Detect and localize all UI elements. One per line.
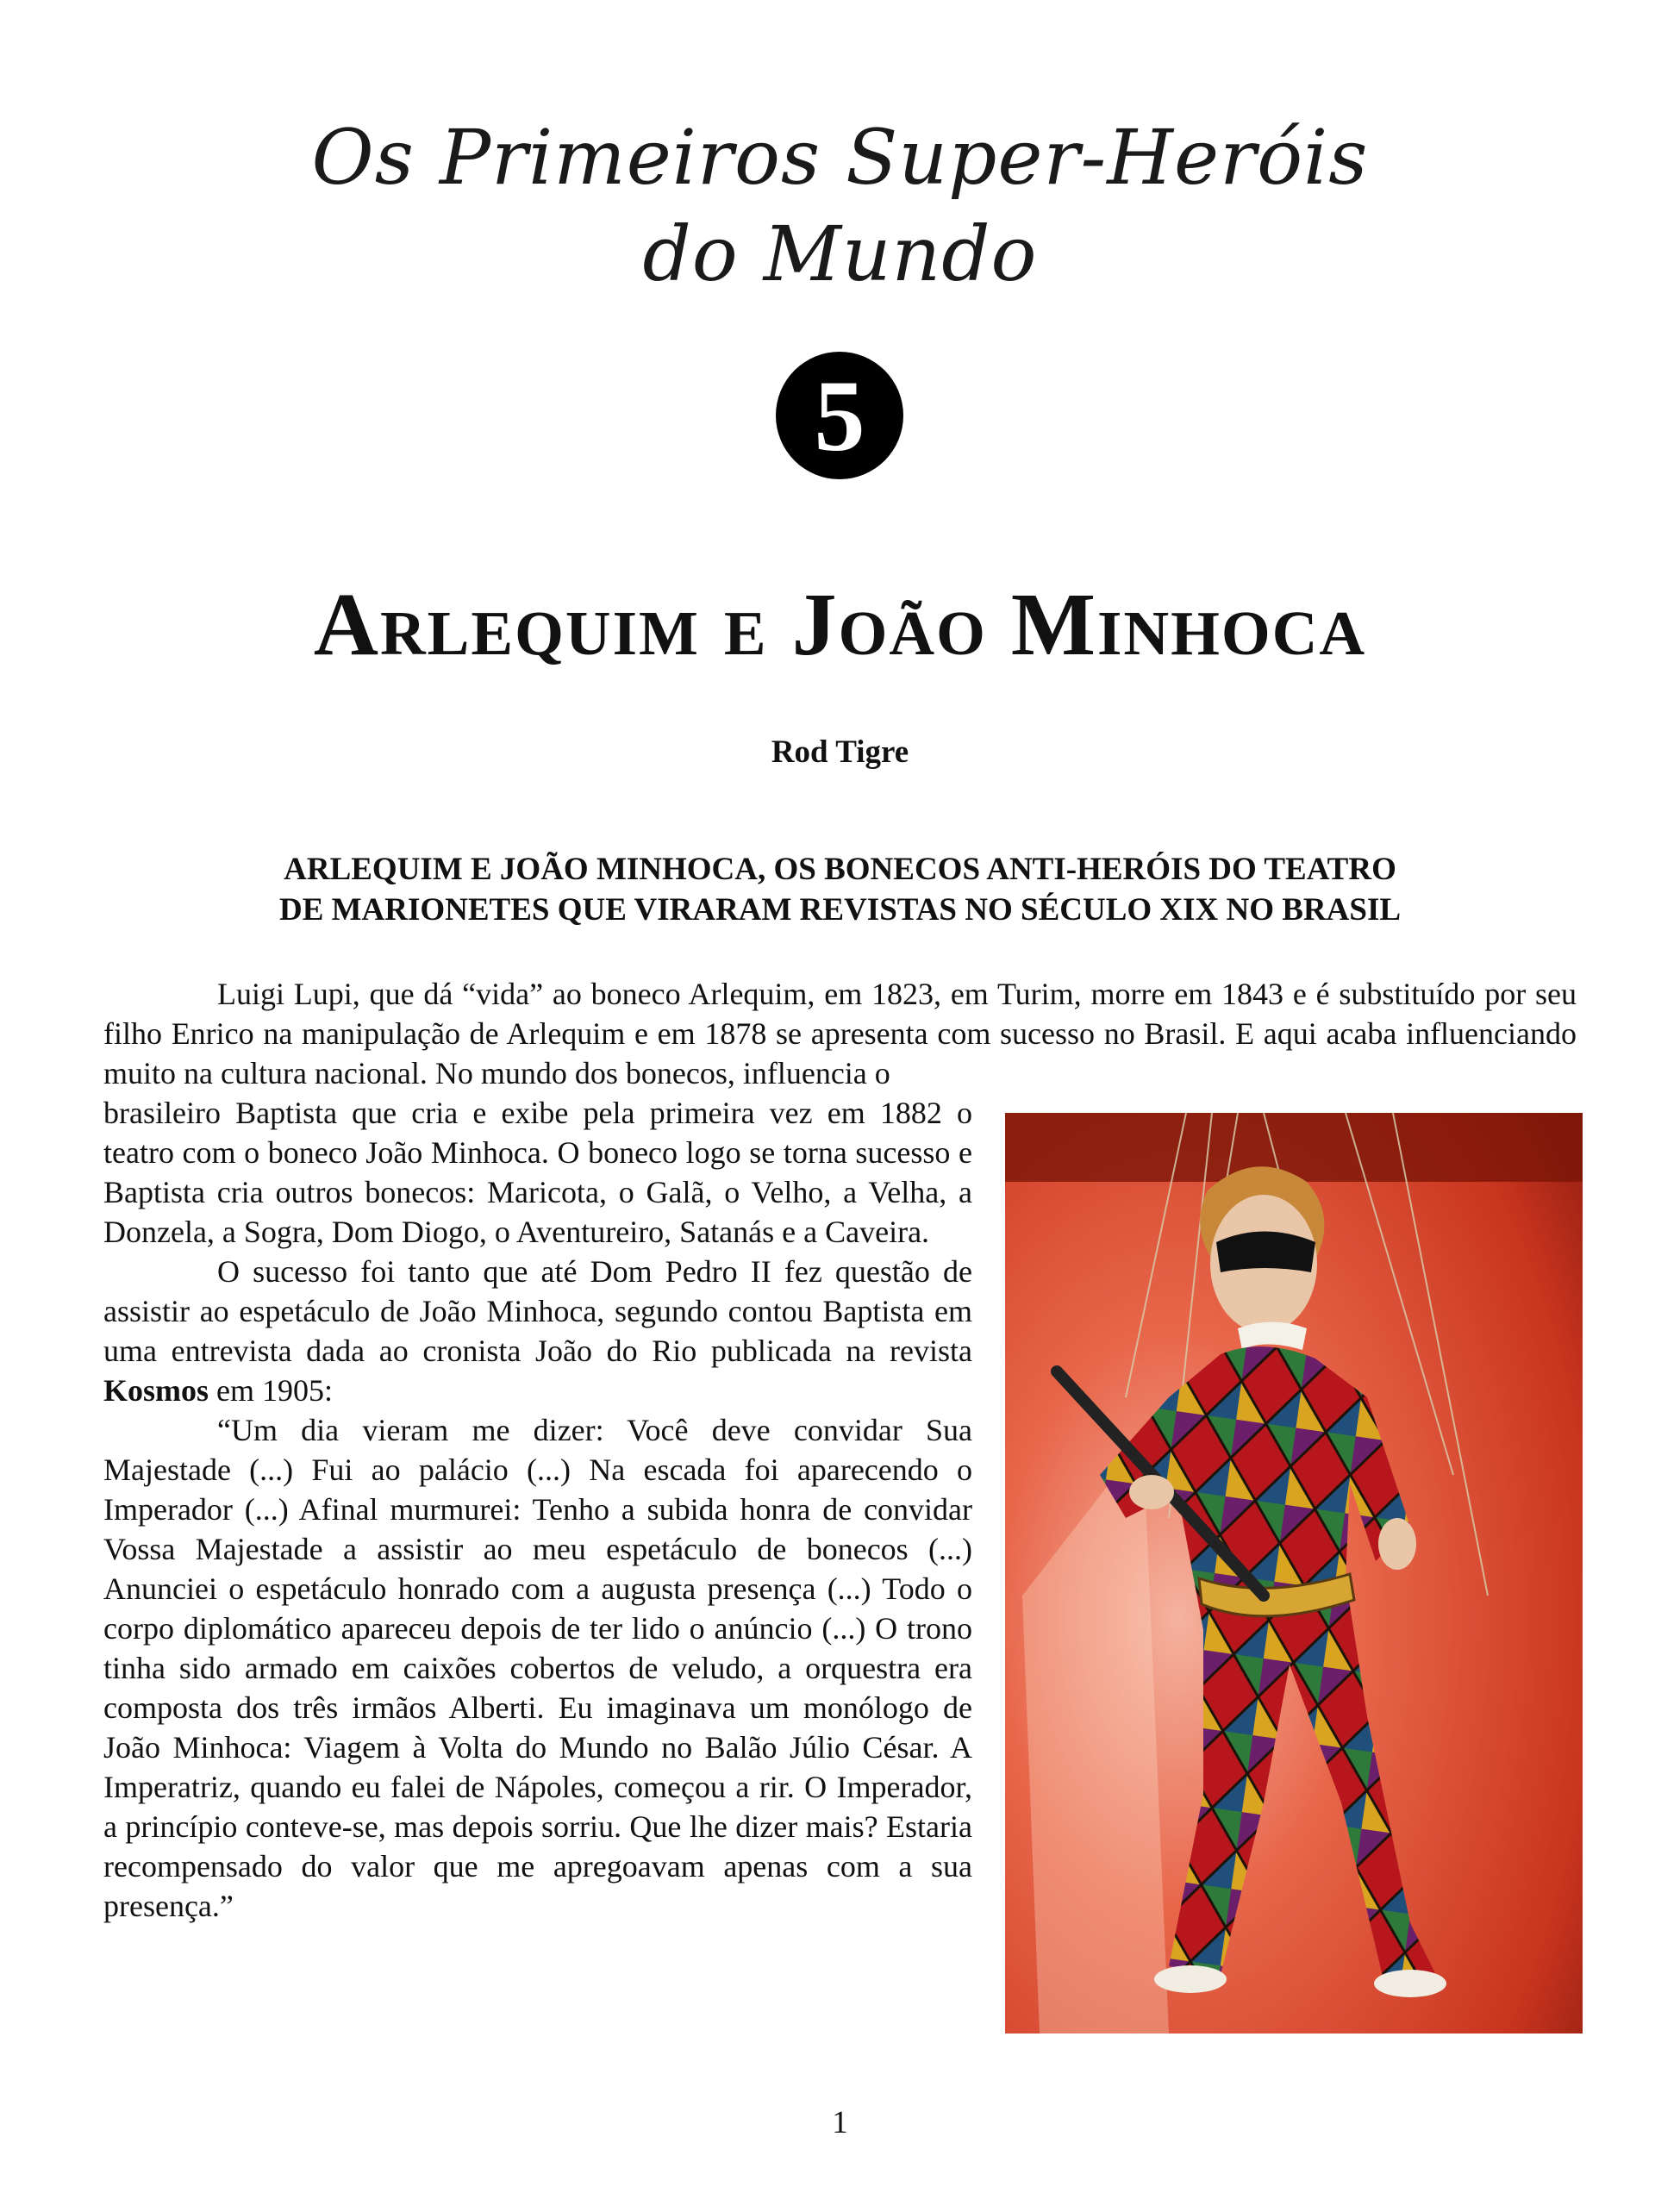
paragraph-dom-pedro-text: O sucesso foi tanto que até Dom Pedro II fez questão de assistir ao espetáculo de João Minhoca, segundo contou Baptista em uma entrevista dada ao cronista João do Rio publicada na revista bbox=[103, 1254, 972, 1368]
paragraph-intro: Luigi Lupi, que dá “vida” ao boneco Arlequim, em 1823, em Turim, morre em 1843 e é substituído por seu filho Enrico na manipulação de Arlequim e em 1878 se apresenta com sucesso no Brasil. E aqui acaba influenciando muito na cultura nacional. No mundo dos bonecos, influencia o bbox=[103, 977, 1577, 1090]
paragraph-dom-pedro-end: em 1905: bbox=[209, 1373, 333, 1408]
subtitle-line-2: DE MARIONETES QUE VIRARAM REVISTAS NO SÉCULO XIX NO BRASIL bbox=[278, 892, 1402, 928]
paragraph-dom-pedro bbox=[103, 1252, 972, 1410]
page-number: 1 bbox=[832, 2105, 848, 2140]
subtitle-line-1: ARLEQUIM E JOÃO MINHOCA, OS BONECOS ANTI-HERÓIS DO TEATRO bbox=[284, 852, 1396, 887]
paragraph-quote: “Um dia vieram me dizer: Você deve convidar Sua Majestade (...) Fui ao palácio (...) Na escada foi aparecendo o Imperador (...) Afinal murmurei: Tenho a subida honra de convidar Vossa Majestade a assistir ao meu espetáculo de bonecos (...) Anunciei o espetáculo honrado com a augusta presença (...) Todo o corpo diplomático apareceu depois de ter lido o anúncio (...) O trono tinha sido armado em caixões cobertos de veludo, a orquestra era composta dos três irmãos Alberti. Eu imaginava um monólogo de João Minhoca: Viagem à Volta do Mundo no Balão Júlio César. A Imperatriz, quando eu falei de Nápoles, começou a rir. O Imperador, a princípio conteve-se, mas depois sorriu. Que lhe dizer mais? Estaria recompensado do valor que me apregoavam apenas com a sua presença.” bbox=[103, 1413, 972, 1923]
chapter-number-badge: 5 bbox=[776, 352, 903, 479]
article-subtitle bbox=[164, 849, 1516, 930]
author-name: Rod Tigre bbox=[771, 734, 909, 770]
harlequin-marionette-image bbox=[1005, 1113, 1583, 2033]
text-column bbox=[103, 1093, 972, 1926]
chapter-title: Arlequim e João Minhoca bbox=[313, 575, 1367, 674]
paragraph-intro-continued: brasileiro Baptista que cria e exibe pela primeira vez em 1882 o teatro com o boneco João Minhoca. O boneco logo se torna sucesso e Baptista cria outros bonecos: Maricota, o Galã, o Velho, a Velha, a Donzela, a Sogra, Dom Diogo, o Aventureiro, Satanás e a Caveira. bbox=[103, 1096, 972, 1249]
series-title-line2: do Mundo bbox=[642, 209, 1038, 298]
harlequin-marionette-photo bbox=[1005, 1113, 1583, 2033]
series-title-line1: Os Primeiros Super-Heróis bbox=[311, 113, 1369, 202]
magazine-name-kosmos: Kosmos bbox=[103, 1373, 209, 1408]
